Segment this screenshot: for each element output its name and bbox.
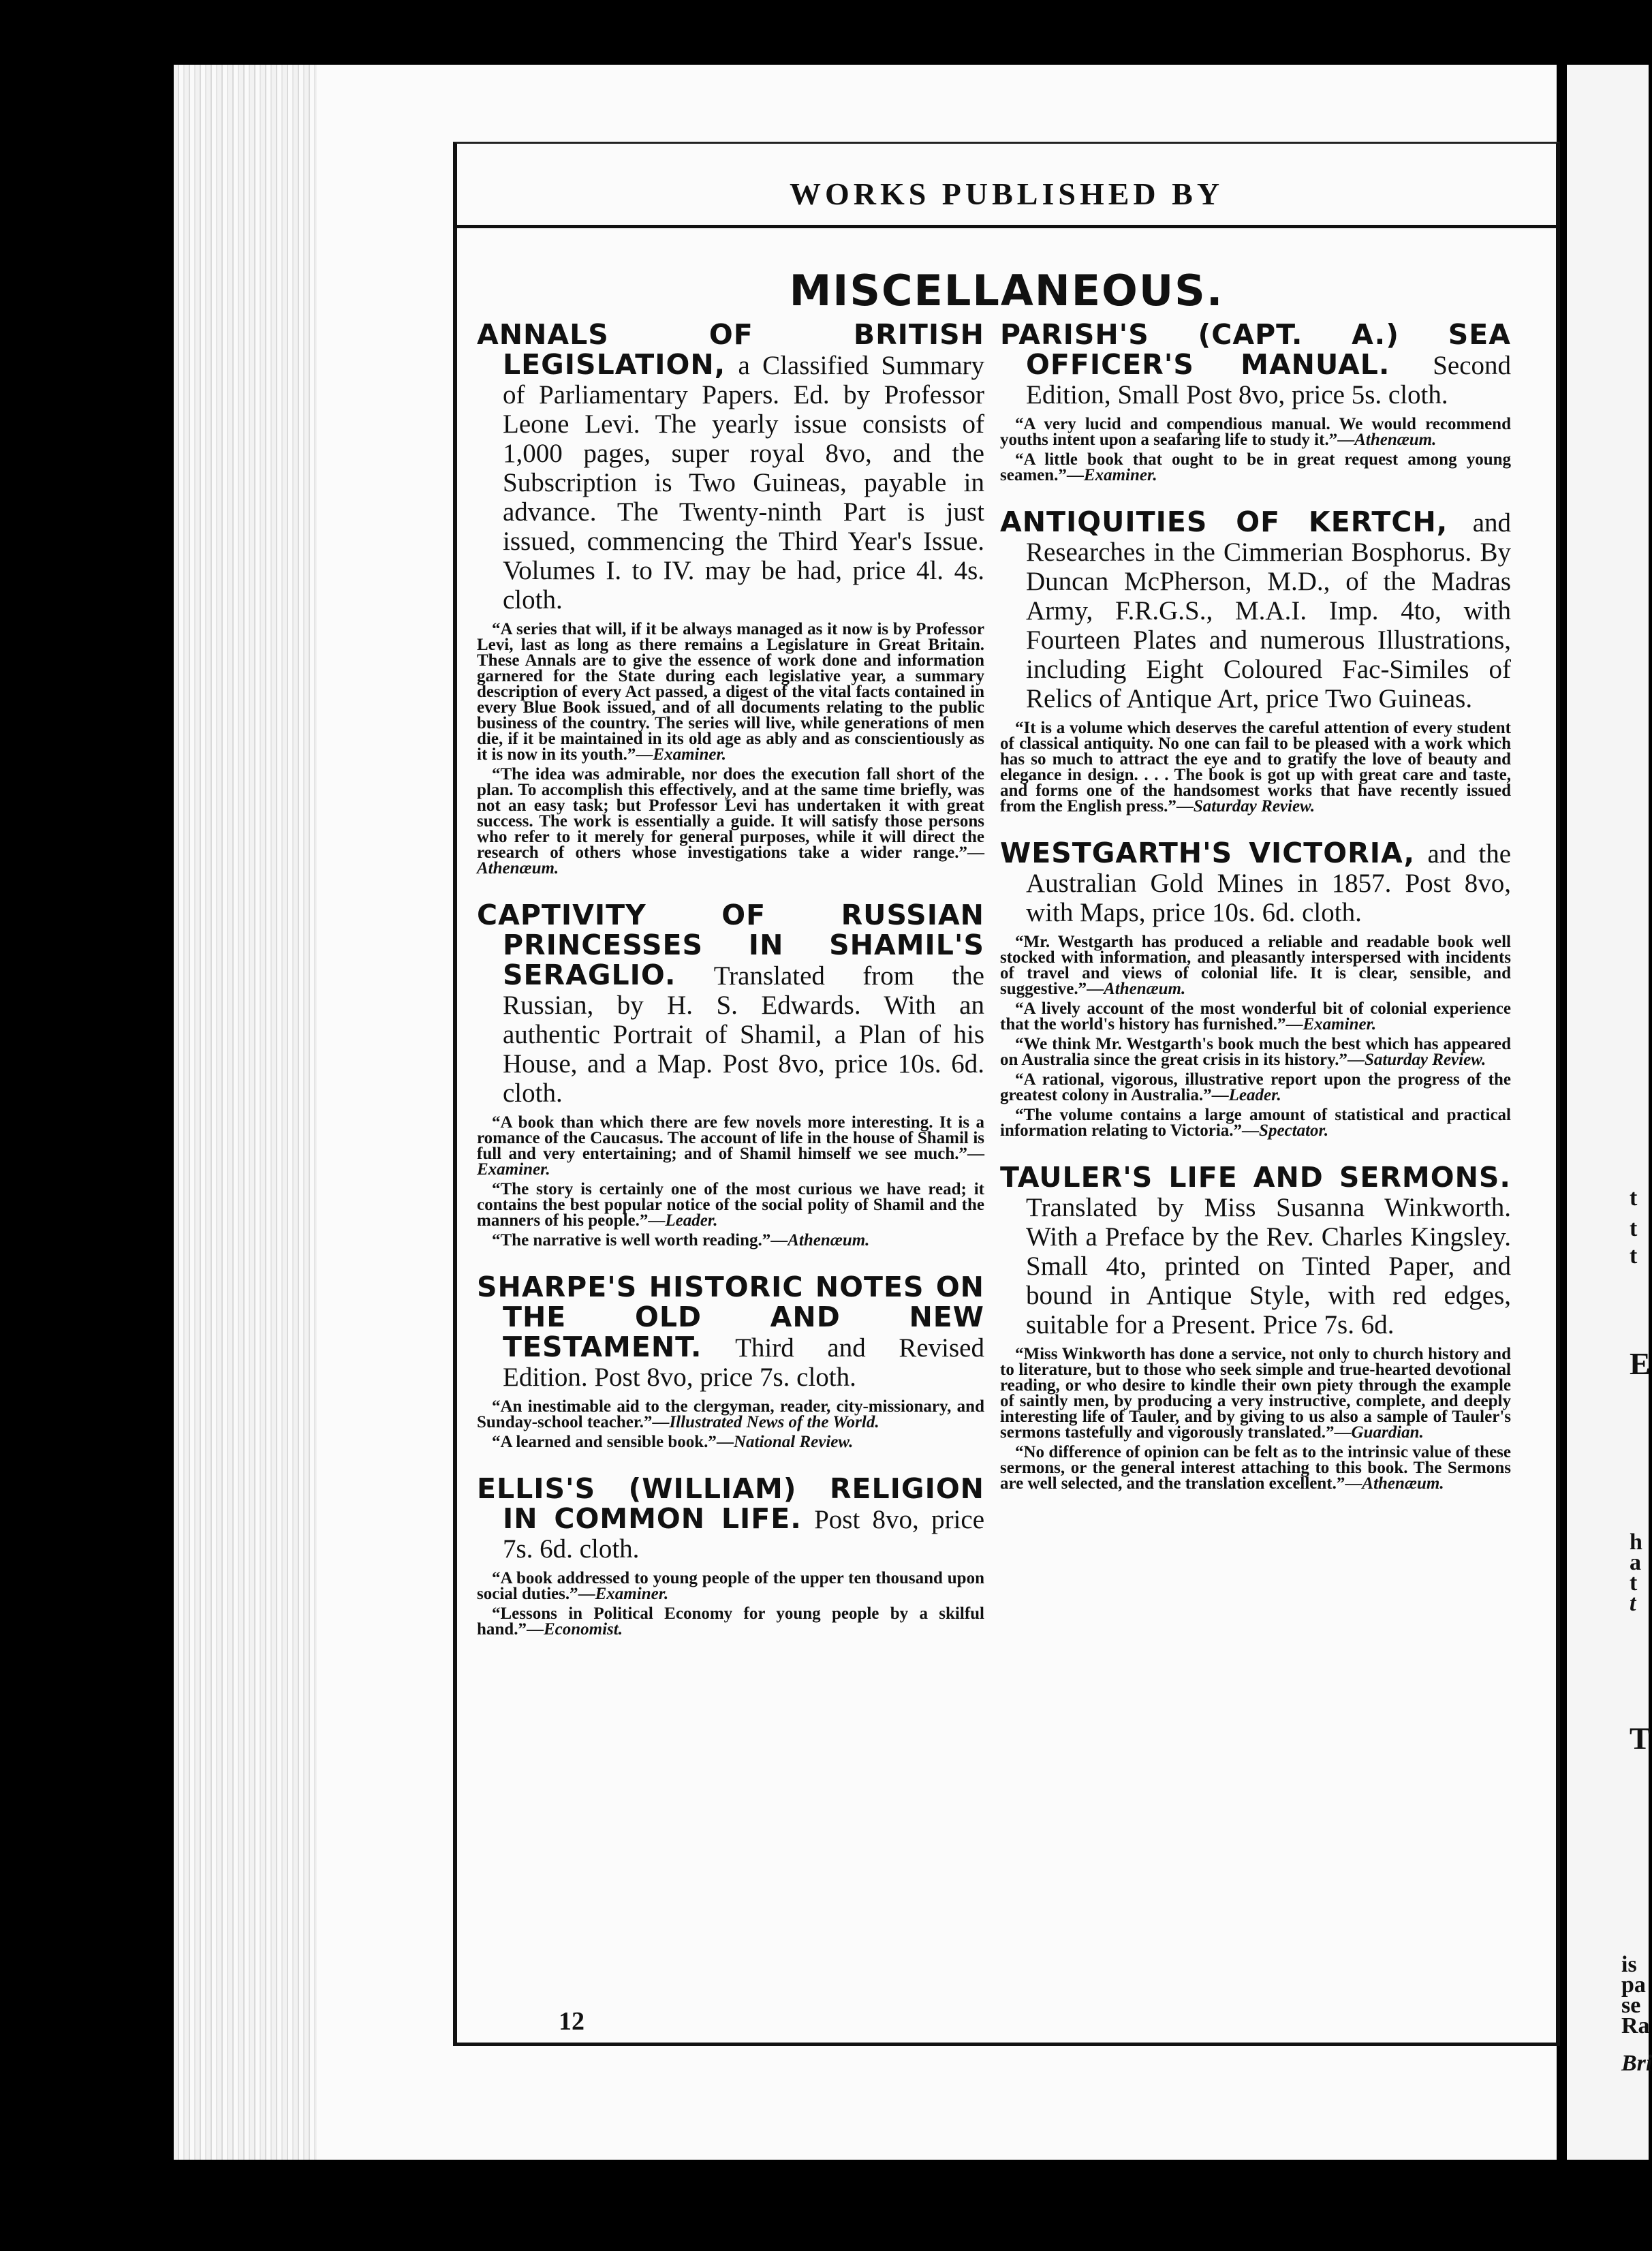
review-quote: “A rational, vigorous, illustrative report upon the progress of the greatest colony in Australia.”—Leader. bbox=[1000, 1070, 1511, 1104]
review-source: National Review. bbox=[733, 1433, 854, 1451]
next-page-fragment: E bbox=[1630, 1346, 1651, 1381]
left-column bbox=[477, 320, 984, 1662]
next-page-fragment: t bbox=[1630, 1216, 1638, 1241]
entry-heading bbox=[1000, 320, 1511, 409]
review-quotes bbox=[477, 621, 984, 876]
book-entry bbox=[477, 901, 984, 1248]
page-edges bbox=[174, 65, 324, 2160]
book-entry bbox=[1000, 1163, 1511, 1491]
book-entry bbox=[477, 320, 984, 876]
section-title: MISCELLANEOUS. bbox=[789, 266, 1224, 315]
review-quotes bbox=[1000, 720, 1511, 814]
next-page-fragment: t bbox=[1630, 1243, 1638, 1269]
review-source: Examiner. bbox=[653, 745, 727, 764]
review-source: Examiner. bbox=[1303, 1015, 1377, 1034]
book-description: Post 8vo, price 7s. 6d. cloth. bbox=[503, 1505, 985, 1564]
next-page-fragment: Ra bbox=[1621, 2013, 1650, 2038]
book-description: and the Australian Gold Mines in 1857. Post 8vo, with Maps, price 10s. 6d. cloth. bbox=[1026, 839, 1512, 927]
next-page-fragment: t bbox=[1630, 1185, 1638, 1211]
review-source: Leader. bbox=[665, 1211, 718, 1230]
book-title: ANTIQUITIES OF KERTCH, bbox=[1000, 506, 1448, 538]
book-description: Translated by Miss Susanna Winkworth. With a Preface by the Rev. Charles Kingsley. Small 4to, printed on Tinted Paper, and bound in Antique Style, with red edges, suitable for a Present. Price 7s. 6d. bbox=[1026, 1193, 1511, 1339]
book-description: Translated from the Russian, by H. S. Edwards. With an authentic Portrait of Shamil, a Plan of his House, and a Map. Post 8vo, price 10s. 6d. cloth. bbox=[503, 961, 984, 1108]
book-entry bbox=[477, 1273, 984, 1450]
next-page-fragment: pa bbox=[1621, 1972, 1646, 1998]
review-source: Saturday Review. bbox=[1193, 797, 1315, 816]
next-page-fragment: Bri bbox=[1621, 2051, 1652, 2076]
book-description: and Researches in the Cimmerian Bosphorus. By Duncan McPherson, M.D., of the Madras Army, F.R.G.S., M.A.I. Imp. 4to, with Fourteen Plates and numerous Illustrations, including Eight Coloured Fac-Similes of Relics of Antique Art, price Two Guineas. bbox=[1026, 508, 1511, 713]
book-entry bbox=[1000, 320, 1511, 483]
page-number: 12 bbox=[559, 2007, 585, 2036]
book-entry bbox=[477, 1474, 984, 1637]
book-title: SHARPE'S HISTORIC NOTES ON THE OLD AND NEW TESTAMENT. bbox=[477, 1271, 984, 1363]
next-page-fragment: h bbox=[1630, 1530, 1642, 1555]
next-page-fragment: T bbox=[1630, 1721, 1651, 1756]
review-quotes bbox=[477, 1115, 984, 1248]
entry-heading bbox=[477, 1474, 984, 1564]
review-quote: “The volume contains a large amount of statistical and practical information relating to Victoria.”—Spectator. bbox=[1000, 1106, 1511, 1140]
entry-heading bbox=[1000, 1163, 1511, 1339]
review-quote: “It is a volume which deserves the careful attention of every student of classical antiquity. No one can fail to be pleased with a work which has so much to attract the eye and to gratify the love of beauty and elegance in design. . . . The book is got up with great care and taste, and forms one of the handsomest works that have recently issued from the English press.”—Saturday Review. bbox=[1000, 719, 1511, 816]
review-quote: “The narrative is well worth reading.”—Athenæum. bbox=[492, 1231, 870, 1249]
next-page-fragment: t bbox=[1630, 1591, 1636, 1616]
review-source: Examiner. bbox=[477, 1160, 550, 1179]
review-source: Athenæum. bbox=[1354, 431, 1437, 449]
review-quote: “The idea was admirable, nor does the execution fall short of the plan. To accomplish this effectively, and at the same time briefly, was not an easy task; but Professor Levi has undertaken it with great success. The work is essentially a guide. It will satisfy those persons who refer to it merely for general purposes, while it will direct the research of others whose investigations take a wider range.”—Athenæum. bbox=[477, 765, 984, 878]
review-quote: “A learned and sensible book.”—National Review. bbox=[492, 1433, 854, 1451]
review-quotes bbox=[1000, 934, 1511, 1138]
book-description: Second Edition, Small Post 8vo, price 5s. cloth. bbox=[1026, 351, 1512, 409]
book-title: ANNALS OF BRITISH LEGISLATION, bbox=[477, 318, 984, 381]
entry-heading bbox=[1000, 839, 1511, 927]
review-source: Athenæum. bbox=[788, 1231, 870, 1249]
review-quote: “Mr. Westgarth has produced a reliable and readable book well stocked with information, and pleasantly interspersed with incidents of travel and views of colonial life. It is clear, sensible, and suggestive.”—Athenæum. bbox=[1000, 933, 1511, 998]
next-page-fragment: t bbox=[1630, 1570, 1638, 1596]
review-source: Spectator. bbox=[1259, 1121, 1329, 1140]
next-page-fragment: se bbox=[1621, 1993, 1641, 2018]
next-page-fragment: a bbox=[1630, 1550, 1641, 1575]
review-quote: “A very lucid and compendious manual. We would recommend youths intent upon a seafaring life to study it.”—Athenæum. bbox=[1000, 415, 1511, 449]
entry-heading bbox=[1000, 508, 1511, 713]
book-title: TAULER'S LIFE AND SERMONS. bbox=[1000, 1161, 1511, 1194]
review-quote: “Miss Winkworth has done a service, not only to church history and to literature, but to those who seek simple and true-hearted devotional reading, or who desire to kindle their own piety through the example of saintly men, by producing a very instructive, complete, and deeply interesting life of Tauler, and by giving to us also a sample of Tauler's sermons tastefully and vigorously translated.”—Guardian. bbox=[1000, 1345, 1511, 1442]
entry-heading bbox=[477, 901, 984, 1108]
review-quote: “Lessons in Political Economy for young people by a skilful hand.”—Economist. bbox=[477, 1604, 984, 1639]
review-source: Illustrated News of the World. bbox=[669, 1413, 879, 1431]
book-title: ELLIS'S (WILLIAM) RELIGION IN COMMON LIFE. bbox=[477, 1472, 984, 1535]
review-quote: “A book than which there are few novels more interesting. It is a romance of the Caucasus. The account of life in the house of Shamil is full and very entertaining; and of Shamil himself we see much.”—Examiner. bbox=[477, 1113, 984, 1179]
review-quotes bbox=[1000, 1346, 1511, 1491]
review-quote: “An inestimable aid to the clergyman, reader, city-missionary, and Sunday-school teacher.”—Illustrated News of the World. bbox=[477, 1397, 984, 1431]
next-page-fragment: is bbox=[1621, 1952, 1637, 1977]
book-description: Third and Revised Edition. Post 8vo, price 7s. cloth. bbox=[503, 1333, 984, 1392]
book-title: WESTGARTH'S VICTORIA, bbox=[1000, 837, 1416, 869]
review-source: Examiner. bbox=[595, 1585, 669, 1603]
review-quote: “A book addressed to young people of the upper ten thousand upon social duties.”—Examiner. bbox=[477, 1569, 984, 1603]
entry-heading bbox=[477, 1273, 984, 1392]
book-title: CAPTIVITY OF RUSSIAN PRINCESSES IN SHAMIL'S SERAGLIO. bbox=[477, 899, 984, 991]
review-source: Examiner. bbox=[1083, 466, 1157, 484]
book-entry bbox=[1000, 508, 1511, 814]
header-rule bbox=[453, 225, 1560, 228]
entry-heading bbox=[477, 320, 984, 615]
review-quote: “No difference of opinion can be felt as to the intrinsic value of these sermons, or the general interest attaching to this book. The Sermons are well selected, and the translation excellent.”—Athenæum. bbox=[1000, 1443, 1511, 1493]
review-quotes bbox=[1000, 416, 1511, 483]
book-entry bbox=[1000, 839, 1511, 1138]
review-source: Athenæum. bbox=[1362, 1474, 1444, 1493]
review-quotes bbox=[477, 1399, 984, 1450]
right-column bbox=[1000, 320, 1511, 1516]
review-quote: “A series that will, if it be always managed as it now is by Professor Levi, last as long as there remains a Legislature in Great Britain. These Annals are to give the essence of work done and information garnered for the State during each legislative year, a summary description of every Act passed, a digest of the vital facts contained in every Blue Book issued, and of all documents relating to the public business of the country. The series will live, while generations of men die, if it be maintained in its old age as ably and as conscientiously as it is now in its youth.”—Examiner. bbox=[477, 620, 984, 764]
review-source: Leader. bbox=[1228, 1086, 1281, 1104]
review-quote: “We think Mr. Westgarth's book much the best which has appeared on Australia since the great crisis in its history.”—Saturday Review. bbox=[1000, 1035, 1511, 1069]
review-quote: “The story is certainly one of the most curious we have read; it contains the best popular notice of the social polity of Shamil and the manners of his people.”—Leader. bbox=[477, 1180, 984, 1230]
review-quote: “A lively account of the most wonderful bit of colonial experience that the world's history has furnished.”—Examiner. bbox=[1000, 999, 1511, 1034]
review-source: Guardian. bbox=[1351, 1423, 1424, 1442]
review-source: Athenæum. bbox=[1104, 980, 1186, 998]
review-source: Economist. bbox=[543, 1620, 623, 1639]
review-quote: “A little book that ought to be in great request among young seamen.”—Examiner. bbox=[1000, 450, 1511, 484]
book-title: PARISH'S (CAPT. A.) SEA OFFICER'S MANUAL. bbox=[1000, 318, 1511, 381]
running-header: WORKS PUBLISHED BY bbox=[789, 176, 1224, 211]
book-description: a Classified Summary of Parliamentary Papers. Ed. by Professor Leone Levi. The yearly issue consists of 1,000 pages, super royal 8vo, and the Subscription is Two Guineas, payable in advance. The Twenty-ninth Part is just issued, commencing the Third Year's Issue. Volumes I. to IV. may be had, price 4l. 4s. cloth. bbox=[503, 351, 985, 615]
next-page-sliver bbox=[1567, 65, 1652, 2160]
review-source: Saturday Review. bbox=[1364, 1051, 1486, 1069]
review-quotes bbox=[477, 1570, 984, 1637]
review-source: Athenæum. bbox=[477, 859, 559, 878]
